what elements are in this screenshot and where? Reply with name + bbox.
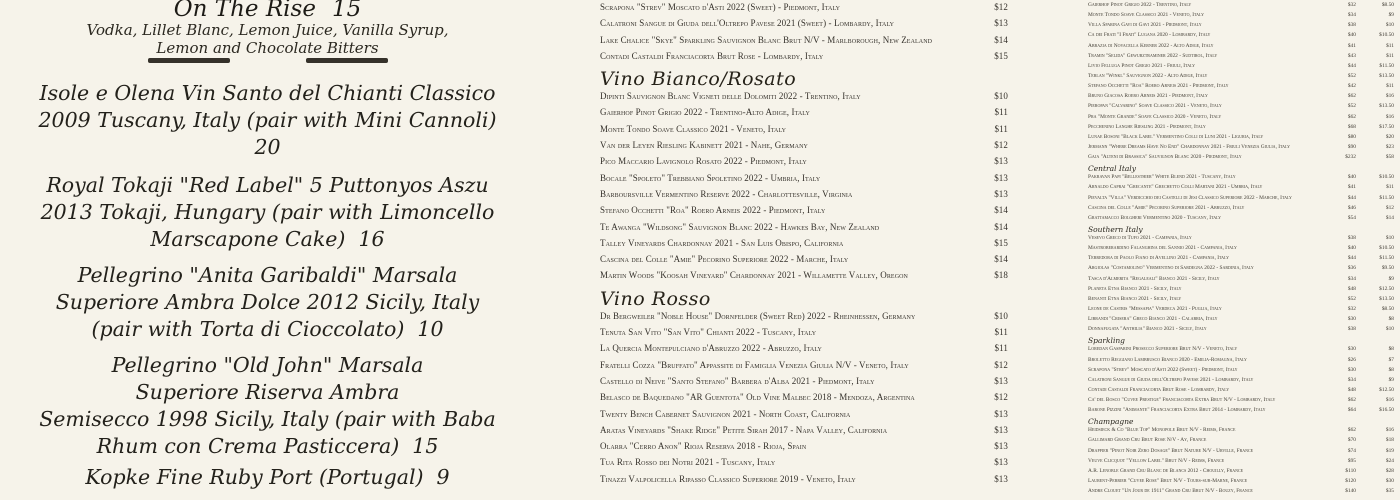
wine-price: $14 bbox=[994, 221, 1008, 232]
wine-price: $13 bbox=[994, 441, 1008, 452]
wine-name: Castello di Neive "Santo Stefano" Barbera d'Alba 2021 - Piedmont, Italy bbox=[600, 375, 875, 386]
wine-list-row bbox=[1088, 53, 1394, 63]
wine-price: $44 bbox=[1347, 194, 1356, 201]
wine-name: Cascina del Colle "Amie" Pecorino Superiore 2021 - Abruzzo, Italy bbox=[1088, 204, 1245, 211]
wine-price: $42 bbox=[1347, 83, 1356, 90]
wine-name: Martin Woods "Koosah Vineyard" Chardonnay 2021 - Willamette Valley, Oregon bbox=[600, 270, 908, 281]
wine-price-secondary: $9 bbox=[1388, 12, 1394, 19]
wine-list-row bbox=[1088, 2, 1394, 12]
wine-price: $68 bbox=[1347, 123, 1356, 130]
wine-price: $10 bbox=[994, 91, 1008, 102]
wine-name: Cascina del Colle "Amie" Pecorino Superiore 2022 - Marche, Italy bbox=[600, 254, 849, 265]
wine-name: Calatroni Sangue di Giuda dell'Oltrepo Pavese 2021 (Sweet) - Lombardy, Italy bbox=[600, 18, 895, 29]
wine-price: $12 bbox=[994, 392, 1008, 403]
wine-price: $38 bbox=[1347, 234, 1356, 241]
wine-list-row bbox=[1088, 93, 1394, 103]
wine-price-secondary: $24 bbox=[1385, 457, 1394, 464]
wine-price: $12 bbox=[994, 359, 1008, 370]
wine-list-row bbox=[600, 376, 1008, 392]
wine-price: $34 bbox=[1347, 12, 1356, 19]
wine-price: $34 bbox=[1347, 376, 1356, 383]
wine-price: $44 bbox=[1347, 255, 1356, 262]
wine-name: Gallimard Grand Cru Brut Rose N/V - Ay, France bbox=[1088, 437, 1207, 444]
wine-name: Leone de Castris "Messapia" Verdeca 2021 - Puglia, Italy bbox=[1088, 305, 1222, 312]
wine-price: $13 bbox=[994, 188, 1008, 199]
pairing-line: Kopke Fine Ruby Port (Portugal) 9 bbox=[85, 465, 450, 489]
wine-list-row bbox=[1088, 195, 1394, 205]
wine-name: Mastroberardino Falanghina del Sannio 2021 - Campania, Italy bbox=[1088, 245, 1237, 252]
wine-price: $15 bbox=[994, 50, 1008, 61]
wine-price: $13 bbox=[994, 18, 1008, 29]
wine-list-row bbox=[1088, 32, 1394, 42]
wine-price-secondary: $10.50 bbox=[1379, 245, 1394, 252]
wine-list-row bbox=[600, 311, 1008, 327]
pairing-line: Isole e Olena Vin Santo del Chianti Classico bbox=[39, 81, 496, 105]
wine-name: Laurent-Perrier "Cuvee Rose" Brut N/V - Tours-sur-Marne, France bbox=[1088, 478, 1248, 485]
wine-price: $40 bbox=[1347, 32, 1356, 39]
wine-price-secondary: $12.50 bbox=[1379, 386, 1394, 393]
wine-price: $11 bbox=[994, 123, 1008, 134]
wine-price: $38 bbox=[1347, 22, 1356, 29]
wine-price: $11 bbox=[994, 343, 1008, 354]
wine-name: Pecchenino Langhe Riesling 2021 - Piedmont, Italy bbox=[1088, 123, 1206, 130]
wine-price-secondary: $58 bbox=[1385, 154, 1394, 161]
wine-list-row bbox=[600, 173, 1008, 189]
wine-price-secondary: $16 bbox=[1385, 427, 1394, 434]
wine-list-row bbox=[1088, 134, 1394, 144]
wine-list-row bbox=[1088, 114, 1394, 124]
wine-name: Ca' del Bosco "Cuvee Prestige" Franciacorta Extra Brut N/V - Lombardy, Italy bbox=[1088, 397, 1276, 404]
wine-name: Pico Maccario Lavignolo Rosato 2022 - Piedmont, Italy bbox=[600, 156, 807, 167]
wine-price: $13 bbox=[994, 375, 1008, 386]
wine-list-row bbox=[1088, 174, 1394, 184]
wine-list-row bbox=[600, 2, 1008, 18]
wine-price: $120 bbox=[1345, 478, 1356, 485]
wine-name: Tasca d'Almerita "Regaleali" Bianco 2021 - Sicily, Italy bbox=[1088, 275, 1220, 282]
wine-price: $62 bbox=[1347, 397, 1356, 404]
wine-price: $13 bbox=[994, 408, 1008, 419]
wine-list-row bbox=[600, 189, 1008, 205]
wine-name: Loredan Gasparini Prosecco Superiore Brut N/V - Veneto, Italy bbox=[1088, 346, 1238, 353]
wine-list-row bbox=[1088, 255, 1394, 265]
section-header: Central Italy bbox=[1088, 164, 1136, 174]
wine-list-row bbox=[1088, 296, 1394, 306]
wine-name: Lake Chalice "Skye" Sparkling Sauvignon Blanc Brut N/V - Marlborough, New Zealand bbox=[600, 34, 933, 45]
wine-list-row bbox=[600, 205, 1008, 221]
wine-price-secondary: $8 bbox=[1388, 316, 1394, 323]
wine-list-row bbox=[600, 107, 1008, 123]
wine-name: Pievalta "Villa" Verdicchio dei Castelli di Jesi Classico Superiore 2022 - Marche, Italy bbox=[1088, 194, 1292, 201]
wine-price: $32 bbox=[1347, 305, 1356, 312]
wine-list-row bbox=[600, 409, 1008, 425]
wine-price-secondary: $11 bbox=[1386, 184, 1394, 191]
wine-price-secondary: $16 bbox=[1385, 397, 1394, 404]
by-the-glass-list bbox=[600, 2, 1008, 490]
section-header: Champagne bbox=[1088, 417, 1134, 427]
wine-list-row bbox=[1088, 154, 1394, 164]
wine-price-secondary: $8.50 bbox=[1381, 2, 1394, 8]
wine-list-row bbox=[600, 51, 1008, 67]
wine-name: Gaja "Alteni di Brassica" Sauvignon Blanc 2020 - Piedmont, Italy bbox=[1088, 154, 1242, 161]
wine-price: $14 bbox=[994, 34, 1008, 45]
wine-price-secondary: $10.50 bbox=[1379, 32, 1394, 39]
wine-name: Talley Vineyards Chardonnay 2021 - San Luis Obispo, California bbox=[600, 237, 844, 248]
wine-list-row bbox=[1088, 43, 1394, 53]
wine-list-row bbox=[1088, 478, 1394, 488]
wine-price: $32 bbox=[1347, 2, 1356, 8]
wine-price: $11 bbox=[994, 107, 1008, 118]
wine-price: $13 bbox=[994, 473, 1008, 484]
wine-name: Gaierhof Pinot Grigio 2022 - Trentino, Italy bbox=[1088, 2, 1192, 8]
wine-price: $62 bbox=[1347, 113, 1356, 120]
wine-name: Stefano Occhetti "Roa" Roero Arneis 2021 - Piedmont, Italy bbox=[1088, 83, 1229, 90]
section-header: Sparkling bbox=[1088, 336, 1125, 346]
wine-name: Heidsieck & Co "Blue Top" Monopole Brut N/V - Reims, France bbox=[1088, 427, 1236, 434]
pairing-item bbox=[6, 262, 529, 343]
wine-price: $46 bbox=[1347, 204, 1356, 211]
wine-price: $15 bbox=[994, 237, 1008, 248]
wine-name: Pra "Monte Grande" Soave Classico 2020 - Veneto, Italy bbox=[1088, 113, 1222, 120]
wine-list-row bbox=[1088, 276, 1394, 286]
cocktail-ingredients bbox=[0, 22, 535, 57]
wine-list-row bbox=[600, 254, 1008, 270]
wine-name: Contadi Castaldi Franciacorta Brut Rose - Lombardy, Italy bbox=[1088, 386, 1230, 393]
wine-price: $34 bbox=[1347, 275, 1356, 282]
wine-list-row bbox=[600, 140, 1008, 156]
wine-price-secondary: $23 bbox=[1385, 143, 1394, 150]
wine-price: $11 bbox=[994, 327, 1008, 338]
wine-list-row bbox=[1088, 235, 1394, 245]
wine-price-secondary: $10.50 bbox=[1379, 174, 1394, 181]
wine-price-secondary: $16 bbox=[1385, 113, 1394, 120]
wine-list-row bbox=[600, 35, 1008, 51]
wine-list-row bbox=[1088, 448, 1394, 458]
wine-price: $13 bbox=[994, 457, 1008, 468]
wine-price-secondary: $10 bbox=[1385, 326, 1394, 333]
pairing-item bbox=[6, 352, 529, 460]
featured-cocktail bbox=[0, 0, 535, 57]
wine-name: Pakravan Papi "Bellesthier" White Blend 2021 - Tuscany, Italy bbox=[1088, 174, 1236, 181]
wine-price-secondary: $8 bbox=[1388, 366, 1394, 373]
wine-price: $52 bbox=[1347, 295, 1356, 302]
wine-price: $232 bbox=[1345, 154, 1356, 161]
wine-list-row bbox=[1088, 397, 1394, 407]
cocktail-title bbox=[0, 0, 535, 22]
wine-name: Barboursville Vermentino Reserve 2022 - Charlottesville, Virginia bbox=[600, 188, 853, 199]
bottle-list bbox=[1088, 2, 1394, 498]
wine-list-row bbox=[600, 156, 1008, 172]
wine-price: $48 bbox=[1347, 386, 1356, 393]
wine-price: $110 bbox=[1345, 467, 1356, 474]
wine-price: $13 bbox=[994, 156, 1008, 167]
section-header: Vino Rosso bbox=[600, 287, 711, 310]
pairing-item bbox=[6, 464, 529, 491]
wine-list-row bbox=[600, 18, 1008, 34]
wine-list-row bbox=[1088, 306, 1394, 316]
wine-price-secondary: $35 bbox=[1385, 488, 1394, 495]
wine-price: $12 bbox=[994, 2, 1008, 12]
wine-price-secondary: $28 bbox=[1385, 467, 1394, 474]
pairing-line: (pair with Torta di Cioccolato) 10 bbox=[91, 317, 444, 341]
cocktail-price: 15 bbox=[331, 0, 362, 22]
wine-list-row bbox=[1088, 286, 1394, 296]
pairing-line: 2013 Tokaji, Hungary (pair with Limoncello bbox=[40, 200, 495, 224]
wine-price: $48 bbox=[1347, 285, 1356, 292]
wine-name: Tenuta San Vito "San Vito" Chianti 2022 - Tuscany, Italy bbox=[600, 327, 817, 338]
wine-list-row bbox=[600, 343, 1008, 359]
wine-price-secondary: $9 bbox=[1388, 376, 1394, 383]
wine-list-row bbox=[1088, 63, 1394, 73]
wine-price: $13 bbox=[994, 424, 1008, 435]
wine-price: $40 bbox=[1347, 174, 1356, 181]
wine-name: Broletto Reggiano Lambrusco Bianco 2020 - Emilia-Romagna, Italy bbox=[1088, 356, 1247, 363]
wine-name: Monte Tondo Soave Classico 2021 - Veneto, Italy bbox=[600, 123, 787, 134]
wine-price-secondary: $11.50 bbox=[1379, 62, 1394, 69]
wine-name: Te Awanga "Wildsong" Sauvignon Blanc 2022 - Hawkes Bay, New Zealand bbox=[600, 221, 880, 232]
wine-name: Twenty Bench Cabernet Sauvignon 2021 - North Coast, California bbox=[600, 408, 851, 419]
wine-price: $38 bbox=[1347, 326, 1356, 333]
wine-price-secondary: $9.50 bbox=[1381, 265, 1394, 272]
wine-list-row bbox=[1088, 387, 1394, 397]
wine-name: Terlan "Winkl" Sauvignon 2022 - Alto Adige, Italy bbox=[1088, 72, 1208, 79]
wine-list-row bbox=[1088, 316, 1394, 326]
wine-price-secondary: $18 bbox=[1385, 437, 1394, 444]
wine-price: $13 bbox=[994, 172, 1008, 183]
wine-name: Fratelli Cozza "Bruffato" Appassite di Famiglia Venezia Giulia N/V - Veneto, Italy bbox=[600, 359, 909, 370]
wine-list-row bbox=[1088, 103, 1394, 113]
wine-price: $40 bbox=[1347, 245, 1356, 252]
wine-price: $74 bbox=[1347, 447, 1356, 454]
wine-price: $140 bbox=[1345, 488, 1356, 495]
wine-price-secondary: $7 bbox=[1388, 356, 1394, 363]
wine-price: $62 bbox=[1347, 93, 1356, 100]
pairing-line: Semisecco 1998 Sicily, Italy (pair with Baba bbox=[39, 407, 496, 431]
wine-price: $30 bbox=[1347, 346, 1356, 353]
wine-price-secondary: $13.50 bbox=[1379, 295, 1394, 302]
wine-name: Jermann "Where Dreams Have No End" Chardonnay 2021 - Friuli Venezia Giulia, Italy bbox=[1088, 143, 1291, 150]
wine-list-row bbox=[1088, 357, 1394, 367]
wine-price: $54 bbox=[1347, 214, 1356, 221]
wine-price-secondary: $12.50 bbox=[1379, 285, 1394, 292]
wine-list-row bbox=[1088, 12, 1394, 22]
wine-list-row bbox=[600, 360, 1008, 376]
wine-list-row bbox=[1088, 377, 1394, 387]
wine-price-secondary: $10 bbox=[1385, 22, 1394, 29]
wine-price: $30 bbox=[1347, 316, 1356, 323]
wine-name: Belasco de Baquedano "AR Guentota" Old Vine Malbec 2018 - Mendoza, Argentina bbox=[600, 392, 915, 403]
wine-name: Aratas Vineyards "Shake Ridge" Petite Sirah 2017 - Napa Valley, California bbox=[600, 424, 888, 435]
wine-name: Ca dei Frati "I Frati" Lugana 2020 - Lombardy, Italy bbox=[1088, 32, 1211, 39]
cocktail-ingredient-line: Lemon and Chocolate Bitters bbox=[156, 38, 379, 57]
wine-price-secondary: $14 bbox=[1385, 214, 1394, 221]
pairing-line: Rhum con Crema Pasticcera) 15 bbox=[96, 434, 439, 458]
wine-name: A.R. Lenoble Grand Cru Blanc de Blancs 2012 - Chouilly, France bbox=[1088, 467, 1244, 474]
wine-price: $41 bbox=[1347, 184, 1356, 191]
wine-price-secondary: $11.50 bbox=[1379, 194, 1394, 201]
wine-price-secondary: $13.50 bbox=[1379, 103, 1394, 110]
wine-price-secondary: $19 bbox=[1385, 447, 1394, 454]
wine-price: $90 bbox=[1347, 143, 1356, 150]
wine-price: $95 bbox=[1347, 457, 1356, 464]
wine-price-secondary: $8 bbox=[1388, 346, 1394, 353]
wine-name: Tinazzi Valpolicella Ripasso Classico Superiore 2019 - Veneto, Italy bbox=[600, 473, 856, 484]
wine-list-row bbox=[1088, 367, 1394, 377]
wine-list-row bbox=[1088, 215, 1394, 225]
wine-name: Benanti Etna Bianco 2021 - Sicily, Italy bbox=[1088, 295, 1182, 302]
wine-price-secondary: $13.50 bbox=[1379, 72, 1394, 79]
wine-list-row bbox=[1088, 124, 1394, 134]
wine-name: Calatroni Sangue di Giuda dell'Oltrepo Pavese 2021 - Lombardy, Italy bbox=[1088, 376, 1254, 383]
wine-price: $14 bbox=[994, 254, 1008, 265]
wine-price: $64 bbox=[1347, 407, 1356, 414]
wine-list-row bbox=[600, 238, 1008, 254]
wine-list-row bbox=[600, 457, 1008, 473]
wine-name: Tua Rita Rosso dei Notri 2021 - Tuscany, Italy bbox=[600, 457, 776, 468]
wine-price: $70 bbox=[1347, 437, 1356, 444]
wine-price: $26 bbox=[1347, 356, 1356, 363]
wine-list-row bbox=[1088, 144, 1394, 154]
wine-price-secondary: $11 bbox=[1386, 52, 1394, 59]
wine-list-row bbox=[1088, 83, 1394, 93]
wine-list-row bbox=[1088, 488, 1394, 498]
wine-list-row bbox=[1088, 245, 1394, 255]
wine-list-row bbox=[1088, 458, 1394, 468]
wine-name: Veuve Clicquot "Yellow Label" Brut N/V - Reims, France bbox=[1088, 457, 1225, 464]
wine-price-secondary: $9 bbox=[1388, 275, 1394, 282]
wine-list-row bbox=[1088, 468, 1394, 478]
divider-bar bbox=[306, 58, 388, 63]
wine-name: Bruno Giacosa Roero Arneis 2021 - Piedmont, Italy bbox=[1088, 93, 1208, 100]
wine-name: Villa Sparina Gavi di Gavi 2021 - Piedmont, Italy bbox=[1088, 22, 1202, 29]
wine-price: $43 bbox=[1347, 52, 1356, 59]
wine-name: Librandi "Crisera" Greco Bianco 2021 - Calabria, Italy bbox=[1088, 316, 1218, 323]
wine-name: Pieropan "Calvarino" Soave Classico 2021 - Veneto, Italy bbox=[1088, 103, 1222, 110]
wine-list-row bbox=[1088, 22, 1394, 32]
pairing-line: Pellegrino "Old John" Marsala bbox=[111, 353, 424, 377]
wine-name: Contadi Castaldi Franciacorta Brut Rose - Lombardy, Italy bbox=[600, 50, 824, 61]
wine-price-secondary: $30 bbox=[1385, 478, 1394, 485]
wine-name: Livio Felluga Pinot Grigio 2021 - Friuli, Italy bbox=[1088, 62, 1196, 69]
cocktail-ingredient-line: Vodka, Lillet Blanc, Lemon Juice, Vanilla Syrup, bbox=[86, 21, 449, 39]
wine-list-row bbox=[600, 474, 1008, 490]
wine-price-secondary: $8.50 bbox=[1381, 305, 1394, 312]
wine-price: $10 bbox=[994, 310, 1008, 321]
wine-name: Bocale "Spoleto" Trebbiano Spoletino 2022 - Umbria, Italy bbox=[600, 172, 821, 183]
divider-bar bbox=[148, 58, 230, 63]
wine-name: Monte Tondo Soave Classico 2021 - Veneto, Italy bbox=[1088, 12, 1204, 19]
divider-ornament bbox=[0, 58, 535, 63]
pairing-line: 2009 Tuscany, Italy (pair with Mini Cannoli) bbox=[38, 108, 497, 132]
wine-list-row bbox=[600, 270, 1008, 286]
wine-price: $18 bbox=[994, 270, 1008, 281]
wine-name: Andre Clouet "Un Jour de 1911" Grand Cru Brut N/V - Bouzy, France bbox=[1088, 488, 1253, 495]
wine-price: $52 bbox=[1347, 72, 1356, 79]
pairing-line: Marscapone Cake) 16 bbox=[150, 227, 385, 251]
wine-list-row bbox=[1088, 184, 1394, 194]
wine-list-row bbox=[1088, 346, 1394, 356]
wine-list-row bbox=[1088, 427, 1394, 437]
wine-price: $14 bbox=[994, 205, 1008, 216]
wine-price-secondary: $20 bbox=[1385, 133, 1394, 140]
pairing-item bbox=[6, 172, 529, 253]
pairing-line: 20 bbox=[254, 135, 281, 159]
wine-list-row bbox=[600, 124, 1008, 140]
wine-price: $12 bbox=[994, 140, 1008, 151]
wine-name: Abbazia di Novacella Kerner 2022 - Alto Adige, Italy bbox=[1088, 42, 1214, 49]
wine-name: Grattamacco Bolgheri Vermentino 2020 - Tuscany, Italy bbox=[1088, 214, 1222, 221]
wine-name: Scrapona "Strev" Moscato d'Asti 2022 (Sweet) - Piedmont, Italy bbox=[1088, 366, 1238, 373]
wine-name: Lunae Bosoni "Black Label" Vermentino Colli di Luni 2021 - Liguria, Italy bbox=[1088, 133, 1264, 140]
wine-price-secondary: $16.50 bbox=[1379, 407, 1394, 414]
wine-name: Tramin "Selida" Gewurztraminer 2022 - Sudtirol, Italy bbox=[1088, 52, 1218, 59]
wine-name: Vesevo Greco di Tufo 2021 - Campania, Italy bbox=[1088, 234, 1192, 241]
wine-name: Arnaldo Caprai "Grecante" Grechetto Colli Martani 2021 - Umbria, Italy bbox=[1088, 184, 1263, 191]
wine-price: $36 bbox=[1347, 265, 1356, 272]
wine-name: La Quercia Montepulciano d'Abruzzo 2022 - Abruzzo, Italy bbox=[600, 343, 822, 354]
wine-list-row bbox=[1088, 265, 1394, 275]
wine-list-row bbox=[600, 222, 1008, 238]
wine-list-row bbox=[1088, 407, 1394, 417]
featured-pairings-panel bbox=[0, 0, 535, 500]
wine-list-row bbox=[1088, 73, 1394, 83]
wine-list-row bbox=[600, 392, 1008, 408]
wine-list-row bbox=[1088, 437, 1394, 447]
wine-list-row bbox=[1088, 326, 1394, 336]
wine-name: Stefano Occhetti "Roa" Roero Arneis 2022 - Piedmont, Italy bbox=[600, 205, 826, 216]
wine-price: $41 bbox=[1347, 42, 1356, 49]
wine-list-row bbox=[600, 441, 1008, 457]
wine-price: $80 bbox=[1347, 133, 1356, 140]
wine-price-secondary: $10 bbox=[1385, 234, 1394, 241]
wine-name: Dr Bergweiler "Noble House" Dornfelder (Sweet Red) 2022 - Rheinhessen, Germany bbox=[600, 310, 916, 321]
wine-name: Drappier "Pinot Noir Zero Dosage" Brut Nature N/V - Urville, France bbox=[1088, 447, 1254, 454]
wine-name: Olarra "Cerro Anon" Rioja Reserva 2018 - Rioja, Spain bbox=[600, 441, 807, 452]
wine-price-secondary: $17.50 bbox=[1379, 123, 1394, 130]
wine-name: Planeta Etna Bianco 2021 - Sicily, Italy bbox=[1088, 285, 1182, 292]
wine-name: Argiolas "Costamolino" Vermentino di Sardegna 2022 - Sardinia, Italy bbox=[1088, 265, 1254, 272]
wine-price: $30 bbox=[1347, 366, 1356, 373]
section-header: Southern Italy bbox=[1088, 224, 1143, 234]
wine-price: $52 bbox=[1347, 103, 1356, 110]
pairing-line: Royal Tokaji "Red Label" 5 Puttonyos Aszu bbox=[46, 173, 489, 197]
wine-list-row bbox=[1088, 205, 1394, 215]
pairing-item bbox=[6, 80, 529, 161]
wine-name: Dipinti Sauvignon Blanc Vigneti delle Dolomiti 2022 - Trentino, Italy bbox=[600, 91, 861, 102]
cocktail-name: On The Rise bbox=[173, 0, 316, 22]
wine-price-secondary: $12 bbox=[1385, 204, 1394, 211]
wine-name: Scrapona "Strev" Moscato d'Asti 2022 (Sweet) - Piedmont, Italy bbox=[600, 2, 841, 12]
wine-name: Gaierhof Pinot Grigio 2022 - Trentino-Alto Adige, Italy bbox=[600, 107, 810, 118]
wine-list-row bbox=[600, 91, 1008, 107]
wine-name: Van der Leyen Riesling Kabinett 2021 - Nahe, Germany bbox=[600, 140, 808, 151]
pairing-line: Superiore Ambra Dolce 2012 Sicily, Italy bbox=[55, 290, 480, 314]
wine-price-secondary: $11 bbox=[1386, 42, 1394, 49]
wine-price: $62 bbox=[1347, 427, 1356, 434]
wine-price-secondary: $11.50 bbox=[1379, 255, 1394, 262]
wine-price-secondary: $11 bbox=[1386, 83, 1394, 90]
section-header: Vino Bianco/Rosato bbox=[600, 68, 797, 91]
wine-price: $44 bbox=[1347, 62, 1356, 69]
wine-name: Donnafugata "Anthilia" Bianco 2021 - Sicily, Italy bbox=[1088, 326, 1207, 333]
wine-name: Terredora di Paolo Fiano di Avellino 2021 - Campania, Italy bbox=[1088, 255, 1230, 262]
wine-list-row bbox=[600, 425, 1008, 441]
wine-price-secondary: $16 bbox=[1385, 93, 1394, 100]
pairing-line: Superiore Riserva Ambra bbox=[135, 380, 400, 404]
pairing-line: Pellegrino "Anita Garibaldi" Marsala bbox=[77, 263, 458, 287]
wine-list-row bbox=[600, 327, 1008, 343]
wine-name: Barone Pizzini "Animante" Franciacorta Extra Brut 2014 - Lombardy, Italy bbox=[1088, 407, 1266, 414]
